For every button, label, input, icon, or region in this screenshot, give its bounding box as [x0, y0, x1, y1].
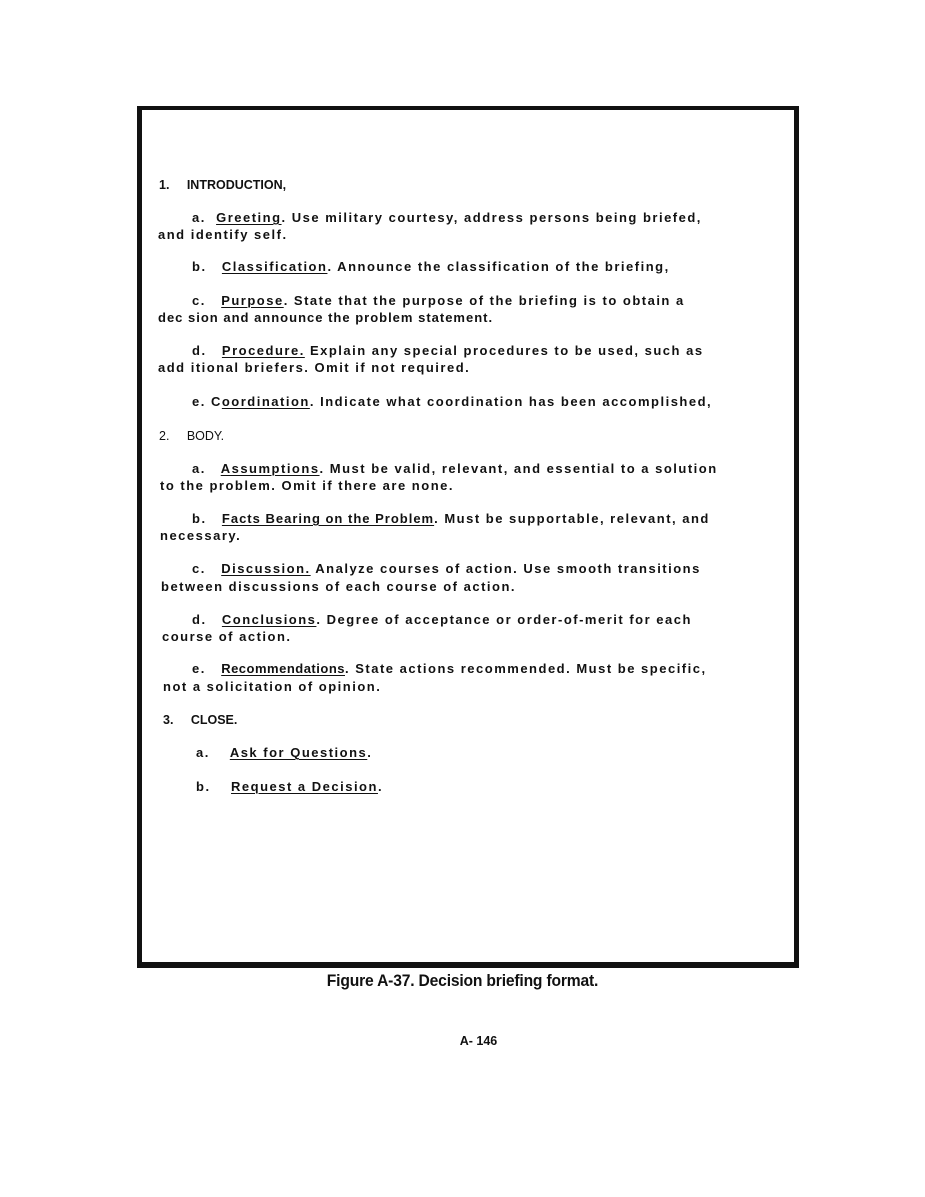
item-term: Facts Bearing on the Problem	[221, 511, 435, 526]
item-label: c.	[192, 561, 206, 576]
item-text: . State actions recommended. Must be specific,	[345, 661, 707, 676]
item-text: . Announce the classification of the briefing,	[327, 259, 670, 274]
s1-item-c-line1	[192, 293, 685, 309]
section-number: 2.	[159, 429, 170, 443]
item-label: a.	[192, 461, 206, 476]
item-text: . Must be supportable, relevant, and	[434, 511, 710, 526]
item-text: . Indicate what coordination has been accomplished,	[309, 394, 713, 409]
s1-item-d-line2: add itional briefers. Omit if not required.	[158, 360, 471, 375]
item-label: a.	[192, 210, 206, 225]
item-term: Conclusions	[221, 612, 317, 627]
figure-caption: Figure A-37. Decision briefing format.	[326, 971, 599, 990]
s2-item-a-line1	[192, 461, 718, 477]
item-text: . Must be valid, relevant, and essential to a solution	[319, 461, 718, 476]
item-label: b.	[192, 511, 207, 526]
s3-item-a-line1	[196, 745, 372, 761]
s1-item-a-line2: and identify self.	[158, 227, 288, 242]
s1-item-c-line2: dec sion and announce the problem statement.	[158, 310, 494, 325]
s1-item-b-line1	[192, 259, 670, 275]
s2-item-e-line2: not a solicitation of opinion.	[163, 679, 382, 694]
section-2-heading	[159, 428, 224, 444]
item-term-initial: C	[210, 394, 222, 409]
page-number: A- 146	[459, 1034, 498, 1048]
item-label: a.	[196, 745, 210, 760]
s2-item-d-line2: course of action.	[162, 629, 292, 644]
s2-item-b-line1	[192, 511, 710, 527]
s1-item-a-line1	[192, 210, 702, 226]
s2-item-c-line2: between discussions of each course of action.	[161, 579, 517, 594]
item-term: Procedure.	[221, 343, 305, 358]
s1-item-d-line1	[192, 343, 704, 359]
item-label: d.	[192, 612, 207, 627]
s1-item-e-line1	[192, 394, 712, 410]
item-text: . Degree of acceptance or order-of-merit for each	[316, 612, 692, 627]
item-text: . State that the purpose of the briefing is to obtain a	[283, 293, 685, 308]
item-term: Recommendations	[221, 661, 345, 676]
s3-item-b-line1	[196, 779, 383, 795]
section-3-heading	[163, 712, 237, 728]
section-title: INTRODUCTION,	[186, 178, 287, 192]
item-text: .	[377, 779, 384, 794]
section-number: 1.	[159, 178, 170, 192]
item-term: Assumptions	[220, 461, 320, 476]
s2-item-e-line1	[192, 661, 707, 677]
item-term: Purpose	[221, 293, 284, 308]
section-title: CLOSE.	[190, 713, 238, 727]
item-term: Request a Decision	[231, 779, 378, 794]
s2-item-c-line1	[192, 561, 701, 577]
item-label: e.	[192, 394, 206, 409]
item-text: Explain any special procedures to be used, such as	[304, 343, 704, 358]
s2-item-d-line1	[192, 612, 692, 628]
section-1-heading	[159, 177, 286, 193]
item-label: b.	[196, 779, 211, 794]
item-text: Analyze courses of action. Use smooth transitions	[310, 561, 701, 576]
item-text: .	[367, 745, 373, 760]
s2-item-b-line2: necessary.	[160, 528, 242, 543]
section-number: 3.	[163, 713, 174, 727]
item-term: Classification	[221, 259, 328, 274]
item-label: d.	[192, 343, 207, 358]
section-title: BODY.	[186, 429, 225, 443]
item-term: Ask for Questions	[229, 745, 368, 760]
item-term: Discussion.	[221, 561, 311, 576]
item-label: c.	[192, 293, 206, 308]
item-term: oordination	[221, 394, 310, 409]
s2-item-a-line2: to the problem. Omit if there are none.	[160, 478, 454, 493]
item-label: e.	[192, 661, 206, 676]
item-text: . Use military courtesy, address persons being briefed,	[281, 210, 702, 225]
item-term: Greeting	[216, 210, 282, 225]
item-label: b.	[192, 259, 207, 274]
